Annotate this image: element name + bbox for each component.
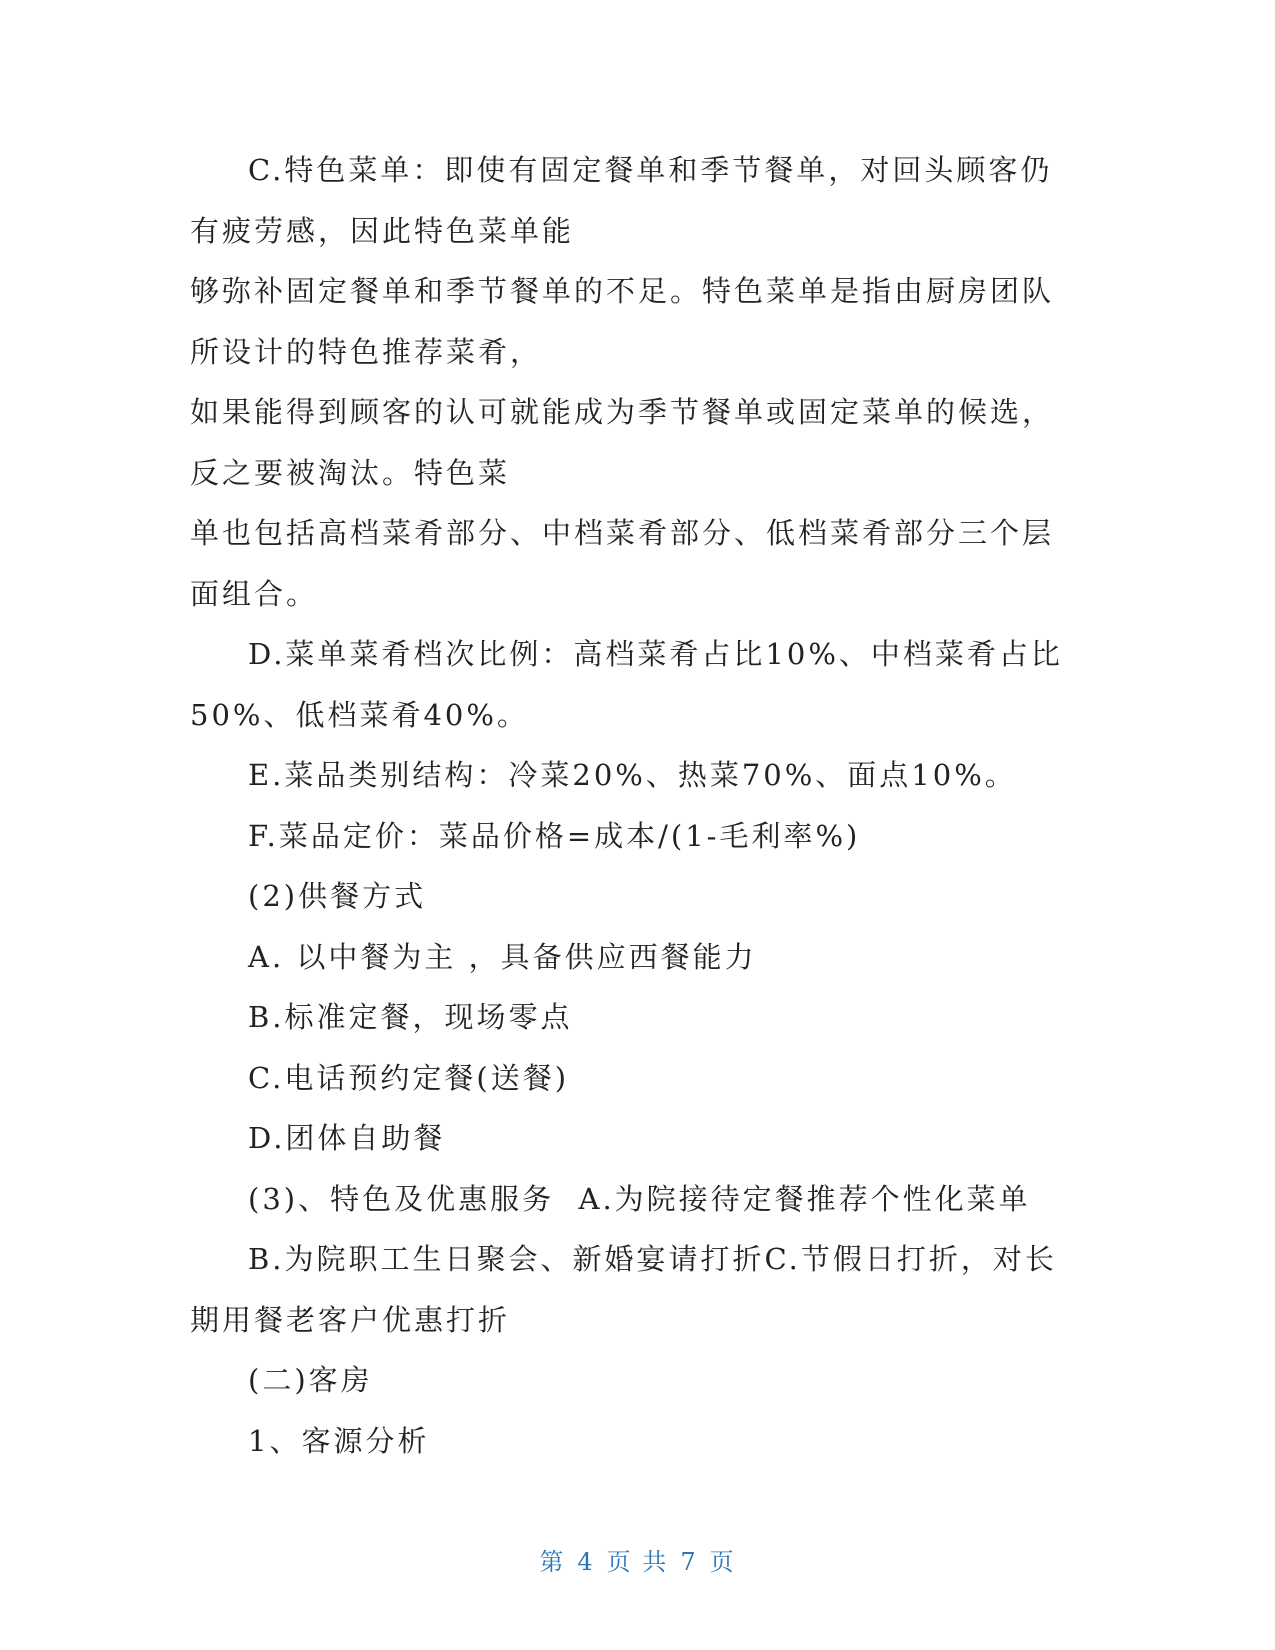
paragraph-grade-ratio: D.菜单菜肴档次比例：高档菜肴占比10%、中档菜肴占比50%、低档菜肴40%。 [190, 637, 1063, 732]
paragraph-pricing: F.菜品定价：菜品价格=成本/(1-毛利率%) [248, 818, 861, 853]
footer-total-pages: 7 [680, 1548, 698, 1576]
footer-current-page: 4 [577, 1548, 595, 1576]
list-item-c: C.电话预约定餐(送餐) [248, 1060, 570, 1095]
page-footer [0, 1542, 1275, 1577]
list-item-d: D.团体自助餐 [248, 1121, 446, 1155]
footer-suffix: 页 [709, 1548, 736, 1576]
list-item-b: B.标准定餐，现场零点 [248, 1000, 573, 1034]
heading-special-services: (3)、特色及优惠服务 A.为院接待定餐推荐个性化菜单 [248, 1181, 1031, 1216]
footer-middle: 页 共 [606, 1548, 669, 1576]
paragraph-category-structure: E.菜品类别结构：冷菜20%、热菜70%、面点10%。 [248, 758, 1017, 792]
body-text [190, 140, 1070, 1471]
heading-service-mode: (2)供餐方式 [248, 879, 427, 913]
heading-source-analysis: 1、客源分析 [248, 1423, 430, 1458]
paragraph-special-menu-cont-1: 够弥补固定餐单和季节餐单的不足。特色菜单是指由厨房团队所设计的特色推荐菜肴， [190, 274, 1055, 369]
list-item-a: A. 以中餐为主 ，具备供应西餐能力 [248, 939, 757, 974]
paragraph-special-menu: C.特色菜单：即使有固定餐单和季节餐单，对回头顾客仍有疲劳感，因此特色菜单能 [190, 153, 1053, 248]
paragraph-special-menu-cont-3: 单也包括高档菜肴部分、中档菜肴部分、低档菜肴部分三个层面组合。 [190, 516, 1055, 611]
heading-guest-rooms: (二)客房 [248, 1363, 373, 1397]
footer-prefix: 第 [539, 1548, 566, 1576]
paragraph-discounts: B.为院职工生日聚会、新婚宴请打折C.节假日打折，对长期用餐老客户优惠打折 [190, 1242, 1057, 1337]
paragraph-special-menu-cont-2: 如果能得到顾客的认可就能成为季节餐单或固定菜单的候选，反之要被淘汰。特色菜 [190, 395, 1055, 490]
